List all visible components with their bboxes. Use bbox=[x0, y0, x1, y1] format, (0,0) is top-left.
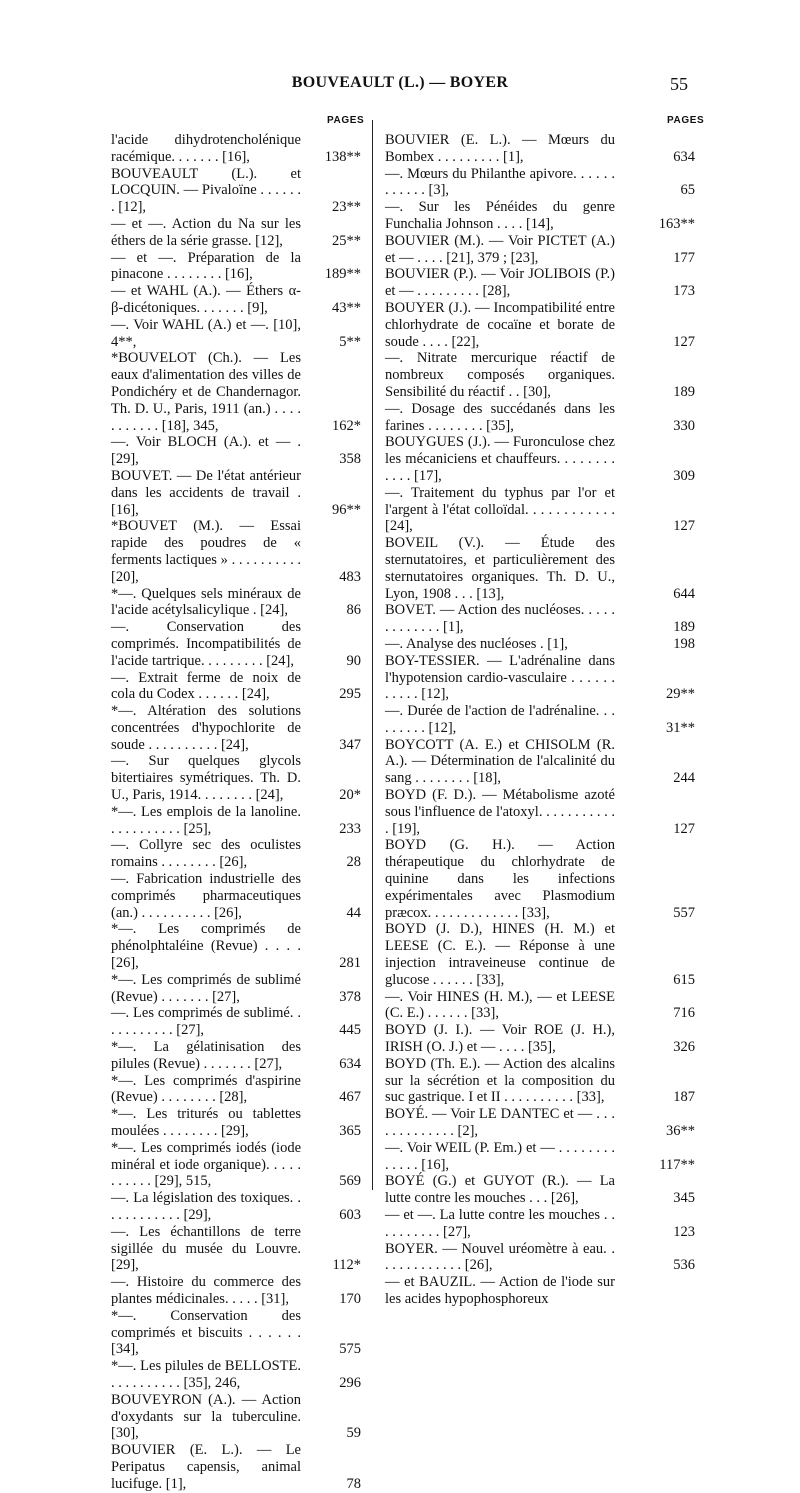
index-entry bbox=[111, 619, 363, 669]
entry-text: BOUVEYRON (A.). — Action d'oxydants sur la tuberculine. [30], bbox=[111, 1391, 301, 1442]
index-entry bbox=[111, 166, 363, 216]
entry-page-ref: 557 bbox=[673, 904, 695, 921]
index-entry bbox=[111, 670, 363, 704]
index-entry bbox=[111, 1190, 363, 1224]
entry-text: *—. Quelques sels minéraux de l'acide acétylsalicylique . [24], bbox=[111, 585, 301, 619]
index-entry bbox=[111, 1358, 363, 1392]
entry-text: BOVET. — Action des nucléoses. . . . . . . . . . . . . [1], bbox=[385, 602, 615, 636]
entry-text: — et BAUZIL. — Action de l'iode sur les acides hypophosphoreux bbox=[385, 1274, 615, 1307]
entry-page-ref: 162* bbox=[332, 417, 361, 434]
index-entry bbox=[111, 1039, 363, 1073]
index-entries-right bbox=[385, 132, 695, 1308]
entry-page-ref: 189 bbox=[673, 383, 695, 400]
entry-page-ref: 28 bbox=[346, 854, 361, 871]
entry-text: *—. Les comprimés d'aspirine (Revue) . . . . . . . . [28], bbox=[111, 1072, 301, 1106]
entry-page-ref: 86 bbox=[346, 602, 361, 619]
entry-page-ref: 309 bbox=[673, 467, 695, 484]
index-entry bbox=[385, 635, 695, 653]
entry-page-ref: 29** bbox=[666, 686, 695, 703]
entry-text: —. La législation des toxiques. . . . . . . . . . . . [29], bbox=[111, 1190, 301, 1223]
entry-page-ref: 138** bbox=[324, 148, 361, 165]
entry-text: —. Les comprimés de sublimé. . . . . . . . . . . [27], bbox=[111, 1005, 301, 1039]
index-entry bbox=[111, 132, 363, 166]
index-entry bbox=[385, 703, 695, 737]
index-entry bbox=[111, 1392, 363, 1442]
entry-page-ref: 634 bbox=[673, 148, 695, 165]
index-entry bbox=[111, 586, 363, 620]
right-column bbox=[385, 115, 705, 1307]
index-entry bbox=[385, 199, 695, 233]
entry-page-ref: 59 bbox=[346, 1425, 361, 1442]
entry-page-ref: 189** bbox=[324, 266, 361, 283]
entry-text: — et WAHL (A.). — Éthers α-β-dicétoniques. . . . . . . [9], bbox=[111, 283, 301, 316]
entry-page-ref: 467 bbox=[339, 1089, 361, 1106]
index-entry bbox=[385, 1055, 695, 1106]
entry-page-ref: 127 bbox=[673, 820, 695, 837]
entry-page-ref: 36** bbox=[666, 1123, 695, 1140]
entry-text: BOUVIER (M.). — Voir PICTET (A.) et — . . . . [21], 379 ; [23], bbox=[385, 232, 615, 266]
index-entry bbox=[111, 1140, 363, 1190]
entry-text: —. Collyre sec des oculistes romains . . . . . . . . [26], bbox=[111, 837, 301, 871]
index-entry bbox=[385, 787, 695, 837]
pages-column-heading: PAGES bbox=[667, 115, 705, 126]
left-column bbox=[111, 115, 365, 1492]
index-entry bbox=[385, 400, 695, 435]
index-entry bbox=[385, 1106, 695, 1140]
index-entry bbox=[385, 434, 695, 484]
index-entry bbox=[385, 736, 695, 787]
entry-text: —. Traitement du typhus par l'or et l'argent à l'état colloïdal. . . . . . . . . . . . [24], bbox=[385, 484, 615, 535]
entry-text: — et —. Action du Na sur les éthers de la série grasse. [12], bbox=[111, 215, 301, 249]
entry-page-ref: 187 bbox=[673, 1089, 695, 1106]
index-entry bbox=[111, 921, 363, 971]
entry-page-ref: 365 bbox=[339, 1123, 361, 1140]
entry-text: BOYER. — Nouvel uréomètre à eau. . . . . . . . . . . . . [26], bbox=[385, 1240, 615, 1274]
entry-page-ref: 43** bbox=[332, 299, 361, 316]
entry-page-ref: 445 bbox=[339, 1022, 361, 1039]
index-entry bbox=[111, 434, 363, 468]
entry-page-ref: 90 bbox=[346, 652, 361, 669]
index-entry bbox=[111, 216, 363, 250]
entry-text: BOYÉ (G.) et GUYOT (R.). — La lutte contre les mouches . . . [26], bbox=[385, 1173, 615, 1207]
index-entry bbox=[385, 1022, 695, 1056]
entry-page-ref: 127 bbox=[673, 518, 695, 535]
entry-page-ref: 20* bbox=[339, 787, 361, 804]
index-entry bbox=[385, 1240, 695, 1275]
entry-page-ref: 173 bbox=[673, 283, 695, 300]
entry-page-ref: 634 bbox=[339, 1055, 361, 1072]
entry-page-ref: 233 bbox=[339, 820, 361, 837]
entry-text: *—. Les triturés ou tablettes moulées . . . . . . . . [29], bbox=[111, 1106, 301, 1140]
entry-text: *—. Altération des solutions concentrées d'hypochlorite de soude . . . . . . . . . . [24], bbox=[111, 703, 301, 753]
entry-text: —. Dosage des succédanés dans les farines . . . . . . . . [35], bbox=[385, 400, 615, 434]
entry-text: —. Sur les Pénéides du genre Funchalia Johnson . . . . [14], bbox=[385, 199, 615, 232]
entry-page-ref: 644 bbox=[673, 585, 695, 602]
index-entry bbox=[385, 837, 695, 921]
entry-page-ref: 117** bbox=[659, 1156, 695, 1173]
index-entry bbox=[111, 837, 363, 871]
column-divider bbox=[372, 120, 373, 1190]
entry-text: *BOUVET (M.). — Essai rapide des poudres de « ferments lactiques » . . . . . . . . . . [20], bbox=[111, 518, 301, 585]
index-entry bbox=[111, 350, 363, 434]
index-entry bbox=[385, 232, 695, 267]
pages-column-heading: PAGES bbox=[327, 115, 365, 126]
index-entry bbox=[111, 1442, 363, 1492]
entry-page-ref: 378 bbox=[339, 988, 361, 1005]
index-entry bbox=[111, 317, 363, 351]
entry-text: l'acide dihydrotencholénique racémique. . . . . . . [16], bbox=[111, 132, 301, 165]
index-entry bbox=[111, 804, 363, 838]
index-entry bbox=[385, 484, 695, 535]
entry-page-ref: 603 bbox=[339, 1207, 361, 1223]
entry-text: *—. Conservation des comprimés et biscuits . . . . . . [34], bbox=[111, 1307, 301, 1358]
entry-text: *—. Les comprimés de sublimé (Revue) . . . . . . . [27], bbox=[111, 971, 301, 1005]
entry-page-ref: 347 bbox=[339, 736, 361, 753]
entry-page-ref: 23** bbox=[332, 199, 361, 216]
entry-text: *BOUVELOT (Ch.). — Les eaux d'alimentation des villes de Pondichéry et de Chandernagor. Th. D. U., Paris, 1911 (an.) . . . . . . . . . . . [18], 345, bbox=[111, 350, 301, 434]
entry-text: —. Histoire du commerce des plantes médicinales. . . . . [31], bbox=[111, 1274, 301, 1307]
index-entry bbox=[385, 299, 695, 350]
entry-page-ref: 281 bbox=[339, 955, 361, 972]
entry-text: —. Sur quelques glycols bitertiaires symétriques. Th. D. U., Paris, 1914. . . . . . . . [24], bbox=[111, 753, 301, 804]
entry-text: —. Durée de l'action de l'adrénaline. . . . . . . . . [12], bbox=[385, 703, 615, 736]
entry-text: —. Voir BLOCH (A.). et — . [29], bbox=[111, 434, 301, 468]
entry-text: —. Nitrate mercurique réactif de nombreux composés organiques. Sensibilité du réactif . . [30], bbox=[385, 350, 615, 400]
index-entry bbox=[385, 535, 695, 602]
entry-page-ref: 65 bbox=[680, 182, 695, 199]
entry-text: BOVEIL (V.). — Étude des sternutatoires, et particulièrement des sternutatoires organiques. Th. D. U., Lyon, 1908 . . . [13], bbox=[385, 535, 615, 602]
index-entry bbox=[385, 350, 695, 400]
entry-text: —. Les échantillons de terre sigillée du musée du Louvre. [29], bbox=[111, 1223, 301, 1274]
entry-page-ref: 358 bbox=[339, 451, 361, 468]
entry-text: BOYD (G. H.). — Action thérapeutique du chlorhydrate de quinine dans les infections expérimentales avec Plasmodium præcox. . . . . . . . . . . . . [33], bbox=[385, 837, 615, 921]
index-entry bbox=[385, 132, 695, 166]
entry-text: —. Voir HINES (H. M.), — et LEESE (C. E.) . . . . . . [33], bbox=[385, 988, 615, 1022]
index-entry bbox=[111, 703, 363, 753]
entry-text: BOUVIER (E. L.). — Mœurs du Bombex . . . . . . . . . [1], bbox=[385, 132, 615, 165]
entry-text: —. Fabrication industrielle des comprimés pharmaceutiques (an.) . . . . . . . . . . [26], bbox=[111, 871, 301, 921]
entry-text: —. Extrait ferme de noix de cola du Codex . . . . . . [24], bbox=[111, 669, 301, 703]
entry-text: — et —. Préparation de la pinacone . . . . . . . . [16], bbox=[111, 249, 301, 283]
entry-text: —. Voir WEIL (P. Em.) et — . . . . . . . . . . . . . [16], bbox=[385, 1139, 615, 1173]
entry-page-ref: 244 bbox=[673, 770, 695, 787]
entry-page-ref: 163** bbox=[658, 215, 695, 232]
index-entry bbox=[111, 1005, 363, 1039]
entry-text: *—. La gélatinisation des pilules (Revue) . . . . . . . [27], bbox=[111, 1039, 301, 1072]
entry-text: —. Mœurs du Philanthe apivore. . . . . . . . . . . . [3], bbox=[385, 165, 615, 199]
entry-page-ref: 44 bbox=[346, 904, 361, 921]
entry-page-ref: 536 bbox=[673, 1257, 695, 1274]
entry-text: BOUYGUES (J.). — Furonculose chez les mécaniciens et chauffeurs. . . . . . . . . . . . [17], bbox=[385, 434, 615, 484]
index-entry bbox=[111, 1274, 363, 1308]
index-entry bbox=[385, 921, 695, 988]
entry-text: — et —. La lutte contre les mouches . . . . . . . . . . [27], bbox=[385, 1207, 615, 1240]
entry-page-ref: 326 bbox=[673, 1039, 695, 1056]
entry-text: BOYD (Th. E.). — Action des alcalins sur la sécrétion et la composition du suc gastrique. I et II . . . . . . . . . . [33], bbox=[385, 1055, 615, 1106]
index-entry bbox=[111, 1308, 363, 1358]
index-entry bbox=[111, 1224, 363, 1274]
entry-text: BOUVEAULT (L.). et LOCQUIN. — Pivaloïne . . . . . . . [12], bbox=[111, 165, 301, 216]
page-header bbox=[0, 74, 800, 98]
index-entry bbox=[385, 1173, 695, 1207]
entry-text: BOYD (F. D.). — Métabolisme azoté sous l'influence de l'atoxyl. . . . . . . . . . . . [19], bbox=[385, 787, 615, 837]
entry-page-ref: 31** bbox=[666, 719, 695, 736]
index-entry bbox=[385, 165, 695, 200]
index-entry bbox=[385, 266, 695, 300]
entry-text: BOUYER (J.). — Incompatibilité entre chlorhydrate de cocaïne et borate de soude . . . . [22], bbox=[385, 299, 615, 350]
entry-page-ref: 295 bbox=[339, 686, 361, 703]
index-entry bbox=[111, 753, 363, 803]
entry-page-ref: 177 bbox=[673, 249, 695, 266]
entry-page-ref: 123 bbox=[673, 1223, 695, 1240]
entry-text: BOY-TESSIER. — L'adrénaline dans l'hypotension cardio-vasculaire . . . . . . . . . . . [12], bbox=[385, 652, 615, 703]
entry-page-ref: 112* bbox=[332, 1257, 361, 1274]
entry-text: *—. Les pilules de BELLOSTE. . . . . . . . . . . [35], 246, bbox=[111, 1358, 301, 1391]
index-entries-left bbox=[111, 132, 363, 1493]
entry-text: *—. Les comprimés de phénolphtaléine (Revue) . . . . [26], bbox=[111, 921, 301, 972]
index-entry bbox=[385, 988, 695, 1023]
entry-page-ref: 569 bbox=[339, 1173, 361, 1190]
entry-text: BOYD (J. I.). — Voir ROE (J. H.), IRISH (O. J.) et — . . . . [35], bbox=[385, 1022, 615, 1056]
entry-page-ref: 78 bbox=[346, 1475, 361, 1492]
entry-page-ref: 198 bbox=[673, 635, 695, 652]
entry-page-ref: 296 bbox=[339, 1374, 361, 1391]
entry-text: —. Conservation des comprimés. Incompatibilités de l'acide tartrique. . . . . . . . . [24], bbox=[111, 619, 301, 669]
index-entry bbox=[111, 283, 363, 317]
index-entry bbox=[111, 518, 363, 585]
running-title: BOUVEAULT (L.) — BOYER bbox=[291, 74, 509, 91]
index-entry bbox=[385, 1207, 695, 1241]
entry-page-ref: 170 bbox=[339, 1290, 361, 1307]
index-entry bbox=[111, 972, 363, 1006]
entry-page-ref: 96** bbox=[332, 501, 361, 518]
index-entry bbox=[385, 1139, 695, 1174]
entry-page-ref: 25** bbox=[332, 232, 361, 249]
index-entry bbox=[385, 602, 695, 636]
entry-page-ref: 127 bbox=[673, 333, 695, 350]
page-number: 55 bbox=[670, 74, 688, 94]
entry-text: —. Analyse des nucléoses . [1], bbox=[385, 635, 568, 652]
entry-text: —. Voir WAHL (A.) et —. [10], 4**, bbox=[111, 316, 301, 350]
index-entry bbox=[111, 468, 363, 518]
index-entry bbox=[111, 871, 363, 921]
entry-text: *—. Les emplois de la lanoline. . . . . . . . . . . [25], bbox=[111, 803, 301, 837]
entry-text: BOUVIER (E. L.). — Le Peripatus capensis, animal lucifuge. [1], bbox=[111, 1442, 301, 1492]
index-entry bbox=[385, 1274, 681, 1308]
entry-page-ref: 330 bbox=[673, 417, 695, 434]
entry-text: BOYCOTT (A. E.) et CHISOLM (R. A.). — Détermination de l'alcalinité du sang . . . . . . . . [18], bbox=[385, 736, 615, 787]
entry-text: *—. Les comprimés iodés (iode minéral et iode organique). . . . . . . . . . . [29], 515, bbox=[111, 1139, 301, 1190]
index-entry bbox=[111, 1073, 363, 1107]
entry-page-ref: 575 bbox=[339, 1341, 361, 1358]
entry-text: BOUVIER (P.). — Voir JOLIBOIS (P.) et — . . . . . . . . . [28], bbox=[385, 266, 615, 300]
entry-page-ref: 716 bbox=[673, 1005, 695, 1022]
entry-text: BOYÉ. — Voir LE DANTEC et — . . . . . . . . . . . . . [2], bbox=[385, 1106, 615, 1140]
index-entry bbox=[385, 652, 695, 703]
entry-page-ref: 615 bbox=[673, 971, 695, 988]
index-entry bbox=[111, 1106, 363, 1140]
entry-page-ref: 483 bbox=[339, 568, 361, 585]
index-entry bbox=[111, 250, 363, 284]
entry-page-ref: 189 bbox=[673, 619, 695, 636]
entry-text: BOUVET. — De l'état antérieur dans les accidents de travail . [16], bbox=[111, 467, 301, 518]
entry-text: BOYD (J. D.), HINES (H. M.) et LEESE (C. E.). — Réponse à une injection intraveineuse continue de glucose . . . . . . [33], bbox=[385, 921, 615, 988]
entry-page-ref: 345 bbox=[673, 1190, 695, 1207]
entry-page-ref: 5** bbox=[339, 333, 361, 350]
